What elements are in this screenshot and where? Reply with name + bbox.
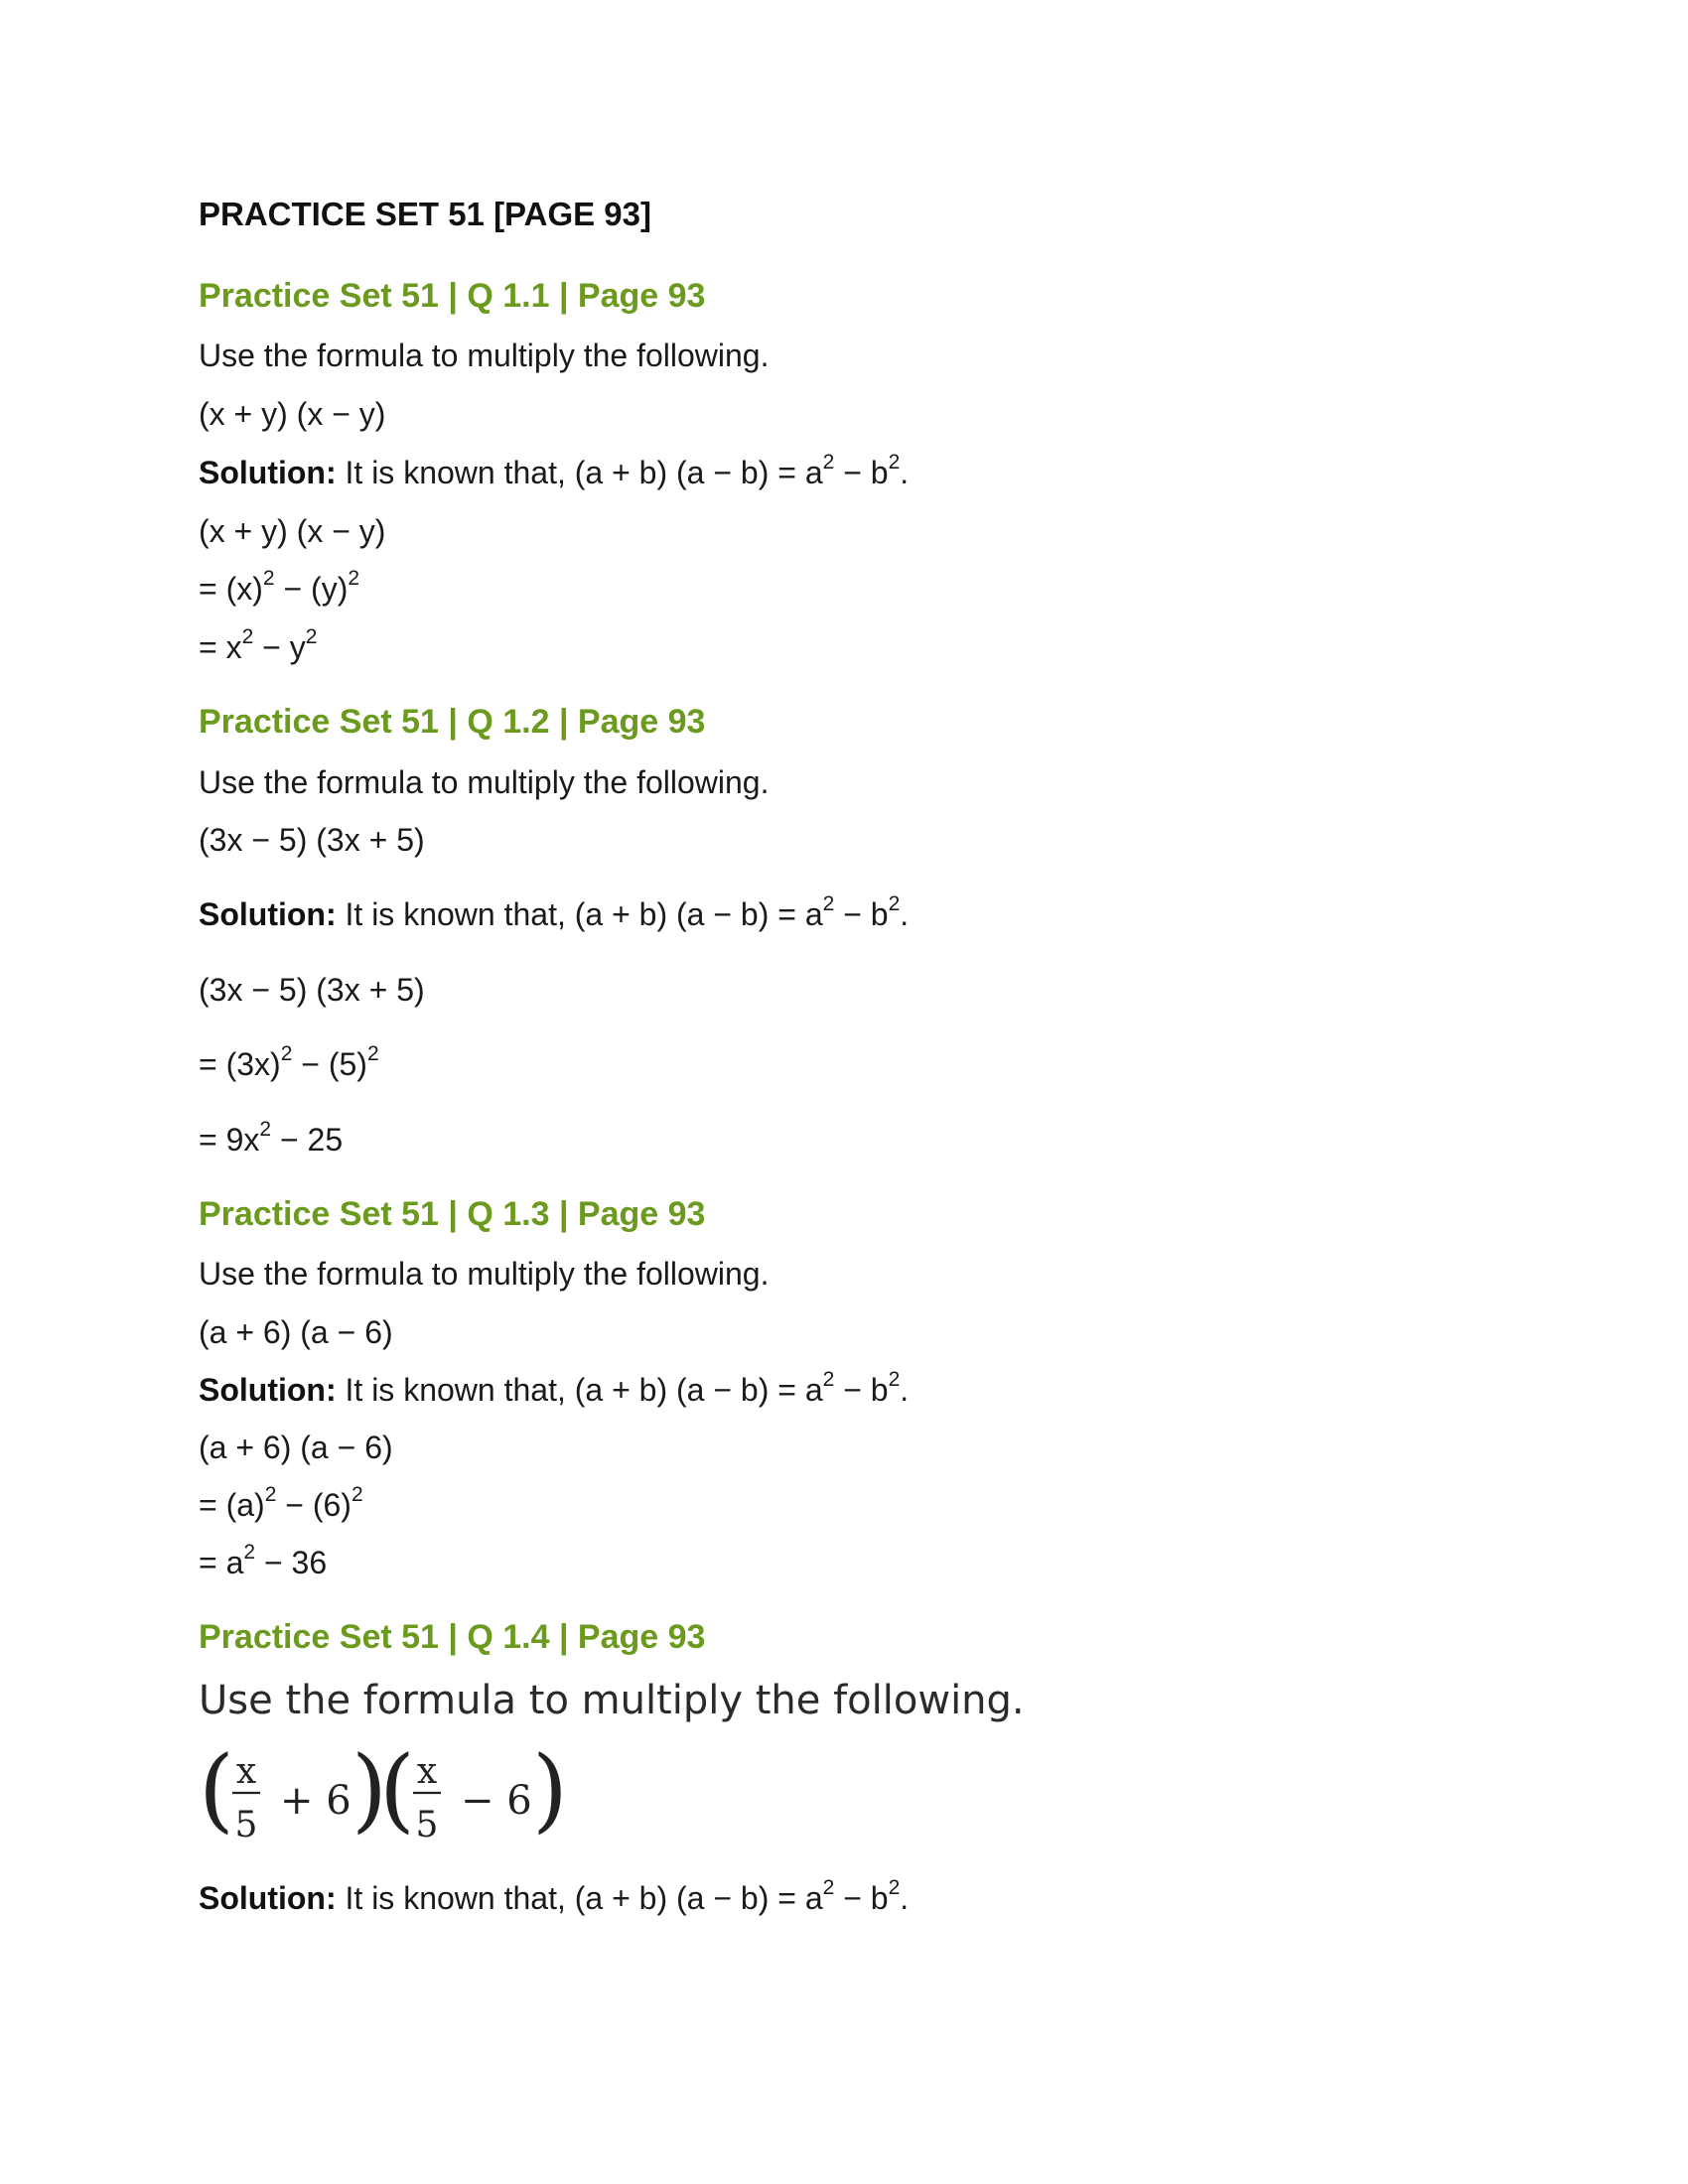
solution-label: Solution: xyxy=(199,1372,337,1408)
question-instruction-image: Use the formula to multiply the following. xyxy=(199,1678,1025,1723)
superscript: 2 xyxy=(822,451,835,475)
solution-text: . xyxy=(900,1372,910,1408)
solution-step xyxy=(199,1120,343,1160)
step-text: − y xyxy=(253,629,306,665)
solution-step: (3x − 5) (3x + 5) xyxy=(199,972,425,1008)
solution-step: (x + y) (x − y) xyxy=(199,513,386,549)
step-text: − (5) xyxy=(292,1046,367,1082)
step-text: = (x) xyxy=(199,571,263,607)
superscript: 2 xyxy=(822,1876,835,1900)
question-instruction: Use the formula to multiply the following. xyxy=(199,1256,770,1292)
superscript: 2 xyxy=(280,1042,293,1066)
fraction-numerator: x xyxy=(416,1751,438,1792)
fraction-numerator: x xyxy=(235,1751,257,1792)
solution-label: Solution: xyxy=(199,896,337,932)
solution-label: Solution: xyxy=(199,1880,337,1916)
fraction-expression xyxy=(199,1743,576,1852)
solution-text: It is known that, (a + b) (a − b) = a xyxy=(336,455,823,490)
solution-step xyxy=(199,1044,379,1084)
step-text: = a xyxy=(199,1545,244,1580)
solution-text: . xyxy=(900,1880,910,1916)
solution-text: − b xyxy=(834,455,889,490)
superscript: 2 xyxy=(822,1368,835,1392)
step-text: = (a) xyxy=(199,1487,265,1523)
superscript: 2 xyxy=(243,1541,256,1565)
superscript: 2 xyxy=(305,625,318,649)
step-text: = (3x) xyxy=(199,1046,281,1082)
question-instruction: Use the formula to multiply the following. xyxy=(199,764,770,800)
question-heading-1-2: Practice Set 51 | Q 1.2 | Page 93 xyxy=(199,703,706,741)
solution-label: Solution: xyxy=(199,455,337,490)
solution-text: − b xyxy=(834,1372,889,1408)
question-heading-1-4: Practice Set 51 | Q 1.4 | Page 93 xyxy=(199,1618,706,1656)
close-paren: ) xyxy=(352,1743,387,1843)
solution-text: It is known that, (a + b) (a − b) = a xyxy=(336,896,823,932)
question-expression: (x + y) (x − y) xyxy=(199,396,386,432)
plus-six: + 6 xyxy=(280,1778,352,1824)
superscript: 2 xyxy=(348,567,360,591)
solution-text: . xyxy=(900,455,910,490)
close-paren: ) xyxy=(532,1743,568,1843)
superscript: 2 xyxy=(366,1042,379,1066)
fraction-denominator: 5 xyxy=(234,1805,258,1845)
superscript: 2 xyxy=(888,451,901,475)
solution-text: − b xyxy=(834,1880,889,1916)
superscript: 2 xyxy=(888,892,901,916)
superscript: 2 xyxy=(822,892,835,916)
step-text: − (y) xyxy=(274,571,349,607)
solution-step xyxy=(199,1543,327,1582)
solution-text: . xyxy=(900,896,910,932)
step-text: − (6) xyxy=(276,1487,352,1523)
step-text: = 9x xyxy=(199,1122,260,1158)
question-heading-1-1: Practice Set 51 | Q 1.1 | Page 93 xyxy=(199,277,706,315)
question-heading-1-3: Practice Set 51 | Q 1.3 | Page 93 xyxy=(199,1195,706,1233)
step-text: = x xyxy=(199,629,242,665)
superscript: 2 xyxy=(259,1118,272,1142)
superscript: 2 xyxy=(262,567,275,591)
question-expression: (a + 6) (a − 6) xyxy=(199,1314,393,1350)
page-title: PRACTICE SET 51 [PAGE 93] xyxy=(199,196,651,232)
superscript: 2 xyxy=(264,1483,277,1507)
solution-line xyxy=(199,1370,909,1410)
open-paren: ( xyxy=(199,1743,234,1843)
solution-line xyxy=(199,894,909,934)
minus-six: − 6 xyxy=(461,1778,532,1824)
superscript: 2 xyxy=(241,625,254,649)
step-text: − 25 xyxy=(271,1122,344,1158)
superscript: 2 xyxy=(351,1483,363,1507)
solution-step xyxy=(199,1485,363,1525)
solution-step xyxy=(199,569,359,609)
superscript: 2 xyxy=(888,1876,901,1900)
step-text: − 36 xyxy=(255,1545,328,1580)
solution-text: It is known that, (a + b) (a − b) = a xyxy=(336,1880,823,1916)
solution-line xyxy=(199,453,909,492)
solution-text: It is known that, (a + b) (a − b) = a xyxy=(336,1372,823,1408)
solution-text: − b xyxy=(834,896,889,932)
question-instruction: Use the formula to multiply the following. xyxy=(199,338,770,373)
solution-line xyxy=(199,1878,909,1918)
superscript: 2 xyxy=(888,1368,901,1392)
solution-step: (a + 6) (a − 6) xyxy=(199,1430,393,1465)
open-paren: ( xyxy=(379,1743,415,1843)
fraction-denominator: 5 xyxy=(415,1805,439,1845)
solution-step xyxy=(199,627,317,667)
question-expression: (3x − 5) (3x + 5) xyxy=(199,822,425,858)
